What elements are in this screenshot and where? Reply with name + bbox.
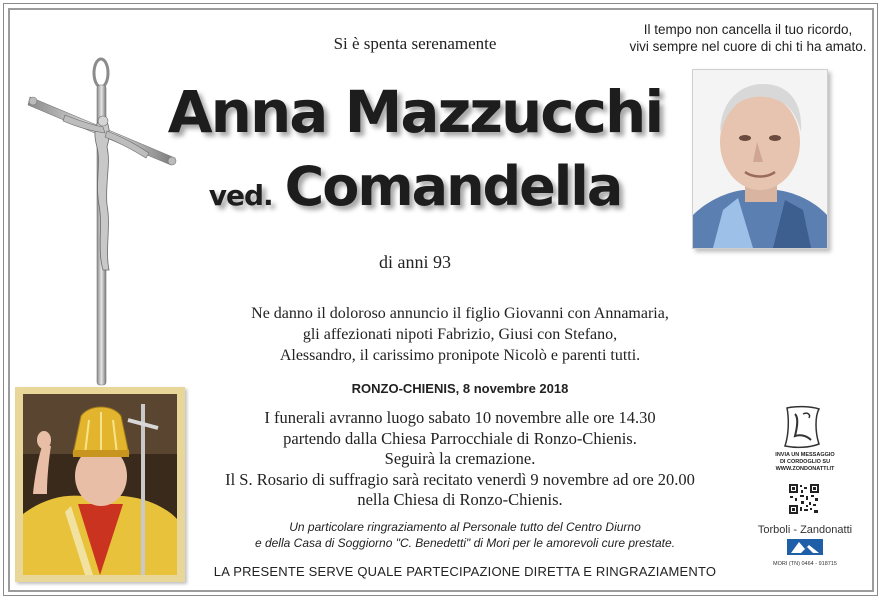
pope-picture-frame: [15, 387, 185, 582]
deceased-photo: [692, 69, 828, 249]
footer-text: LA PRESENTE SERVE QUALE PARTECIPAZIONE DIRETTA E RINGRAZIAMENTO: [213, 564, 717, 579]
funeral-line: partendo dalla Chiesa Parrocchiale di Ronzo-Chienis.: [283, 428, 637, 448]
condolence-line-2: DI CORDOGLIO SU: [779, 459, 831, 465]
widow-prefix: ved.: [208, 179, 273, 212]
pope-picture: [23, 394, 177, 575]
thanks-line: e della Casa di Soggiorno "C. Benedetti" di Mori per le amorevoli cure prestate.: [254, 536, 676, 550]
funeral-line: I funerali avranno luogo sabato 10 novembre alle ore 14.30: [264, 408, 656, 427]
deceased-married-name: [150, 152, 680, 235]
thanks-text: [200, 519, 730, 551]
announcement-line: Alessandro, il carissimo pronipote Nicolò e parenti tutti.: [279, 347, 641, 364]
condolence-message-text: [760, 452, 850, 473]
announcement-line: gli affezionati nipoti Fabrizio, Giusi con Stefano,: [302, 326, 618, 343]
married-surname: Comandella: [284, 155, 622, 218]
thanks-line: Un particolare ringraziamento al Personale tutto del Centro Diurno: [289, 520, 641, 534]
condolence-line-1: INVIA UN MESSAGGIO: [775, 452, 835, 458]
condolence-url[interactable]: WWW.ZONDONATTI.IT: [775, 466, 835, 472]
qr-code-icon[interactable]: [789, 484, 819, 514]
epitaph-line-2: vivi sempre nel cuore di chi ti ha amato.: [629, 39, 867, 54]
agency-logo-icon: [787, 539, 823, 555]
funeral-line: nella Chiesa di Ronzo-Chienis.: [357, 490, 563, 509]
portrait-illustration: [693, 70, 827, 248]
scroll-logo-icon: [781, 404, 823, 450]
funeral-details: [180, 408, 740, 511]
epitaph-quote: [625, 21, 871, 55]
deceased-name: Anna Mazzucchi: [167, 78, 663, 146]
announcement-line: Ne danno il doloroso annuncio il figlio Giovanni con Annamaria,: [251, 305, 669, 322]
funeral-line: Seguirà la cremazione.: [384, 449, 536, 468]
agency-contact: MORI (TN) 0464 - 918715: [773, 561, 837, 567]
epitaph-line-1: Il tempo non cancella il tuo ricordo,: [643, 22, 853, 37]
age-text: di anni 93: [379, 252, 451, 272]
agency-name: Torboli - Zandonatti: [757, 524, 853, 536]
funeral-line: Il S. Rosario di suffragio sarà recitato venerdì 9 novembre ad ore 20.00: [225, 469, 695, 489]
place-date: RONZO-CHIENIS, 8 novembre 2018: [351, 381, 569, 396]
announcement-text: [200, 303, 720, 366]
intro-text: Si è spenta serenamente: [333, 34, 497, 53]
